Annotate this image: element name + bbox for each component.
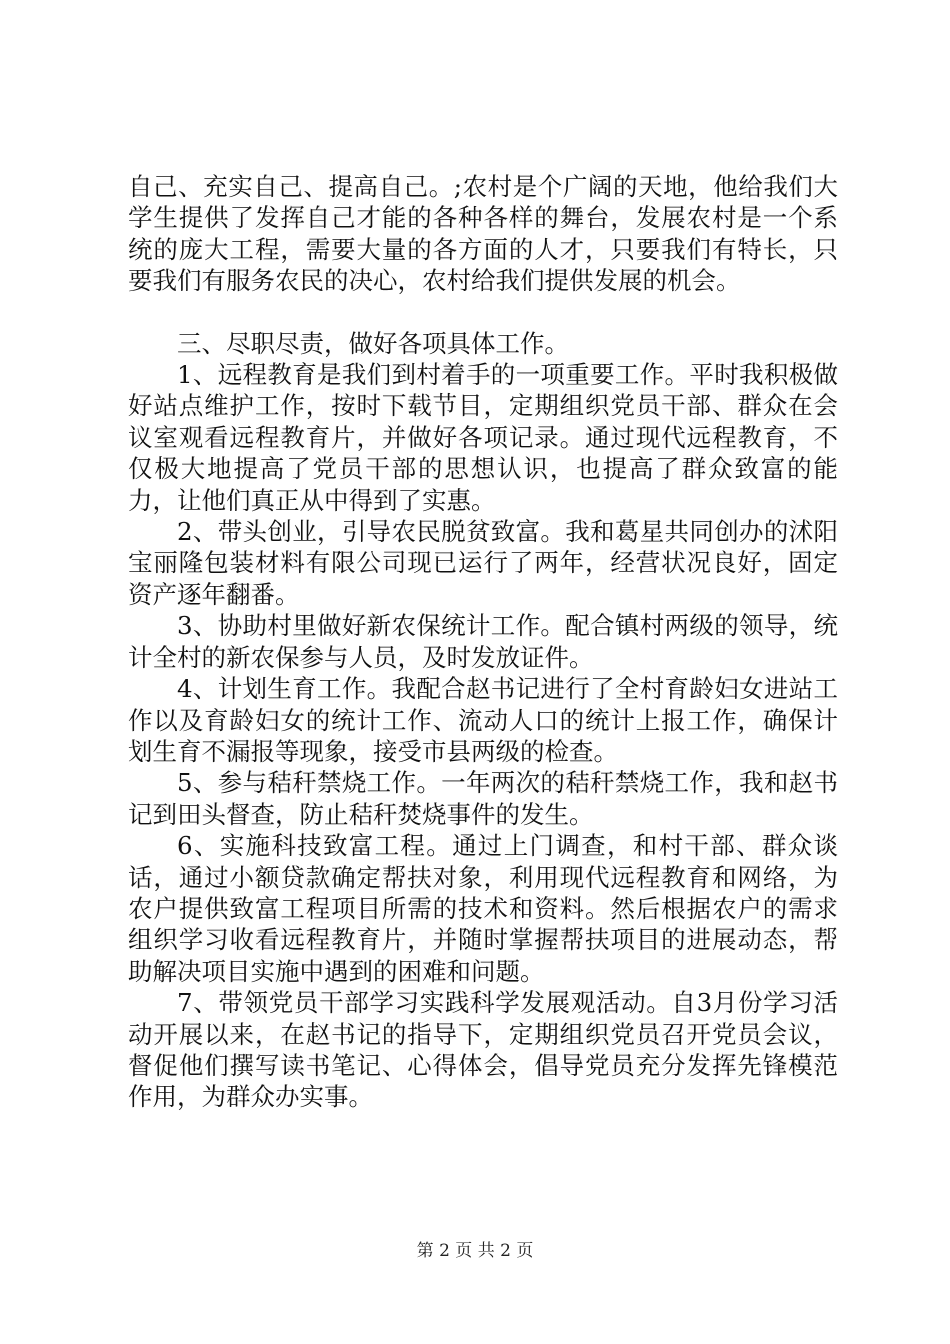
paragraph-item-5: 5、参与秸秆禁烧工作。一年两次的秸秆禁烧工作，我和赵书记到田头督查，防止秸秆焚烧事件的发生。 — [128, 768, 838, 829]
paragraph-item-4: 4、计划生育工作。我配合赵书记进行了全村育龄妇女进站工作以及育龄妇女的统计工作、流动人口的统计上报工作，确保计划生育不漏报等现象，接受市县两级的检查。 — [128, 674, 838, 766]
page-number-label: 第 2 页 共 2 页 — [416, 1241, 534, 1261]
paragraph-item-6: 6、实施科技致富工程。通过上门调查，和村干部、群众谈话，通过小额贷款确定帮扶对象，利用现代远程教育和网络，为农户提供致富工程项目所需的技术和资料。然后根据农户的需求组织学习收看远程教育片，并随时掌握帮扶项目的进展动态，帮助解决项目实施中遇到的困难和问题。 — [128, 831, 838, 986]
paragraph-continuation: 自己、充实自己、提高自己。;农村是个广阔的天地，他给我们大学生提供了发挥自己才能的各种各样的舞台，发展农村是一个系统的庞大工程，需要大量的各方面的人才，只要我们有特长，只要我们有服务农民的决心，农村给我们提供发展的机会。 — [128, 172, 838, 296]
document-body — [128, 171, 838, 1113]
paragraph-item-3: 3、协助村里做好新农保统计工作。配合镇村两级的领导，统计全村的新农保参与人员，及时发放证件。 — [128, 611, 838, 672]
paragraph-item-1: 1、远程教育是我们到村着手的一项重要工作。平时我积极做好站点维护工作，按时下载节目，定期组织党员干部、群众在会议室观看远程教育片，并做好各项记录。通过现代远程教育，不仅极大地提高了党员干部的思想认识，也提高了群众致富的能力，让他们真正从中得到了实惠。 — [128, 360, 838, 515]
page-footer — [0, 1240, 950, 1262]
section-heading-three: 三、尽职尽责，做好各项具体工作。 — [177, 328, 569, 358]
paragraph-item-2: 2、带头创业，引导农民脱贫致富。我和葛星共同创办的沭阳宝丽隆包装材料有限公司现已运行了两年，经营状况良好，固定资产逐年翻番。 — [128, 517, 838, 609]
paragraph-item-7: 7、带领党员干部学习实践科学发展观活动。自3月份学习活动开展以来，在赵书记的指导下，定期组织党员召开党员会议，督促他们撰写读书笔记、心得体会，倡导党员充分发挥先锋模范作用，为群众办实事。 — [128, 988, 838, 1112]
